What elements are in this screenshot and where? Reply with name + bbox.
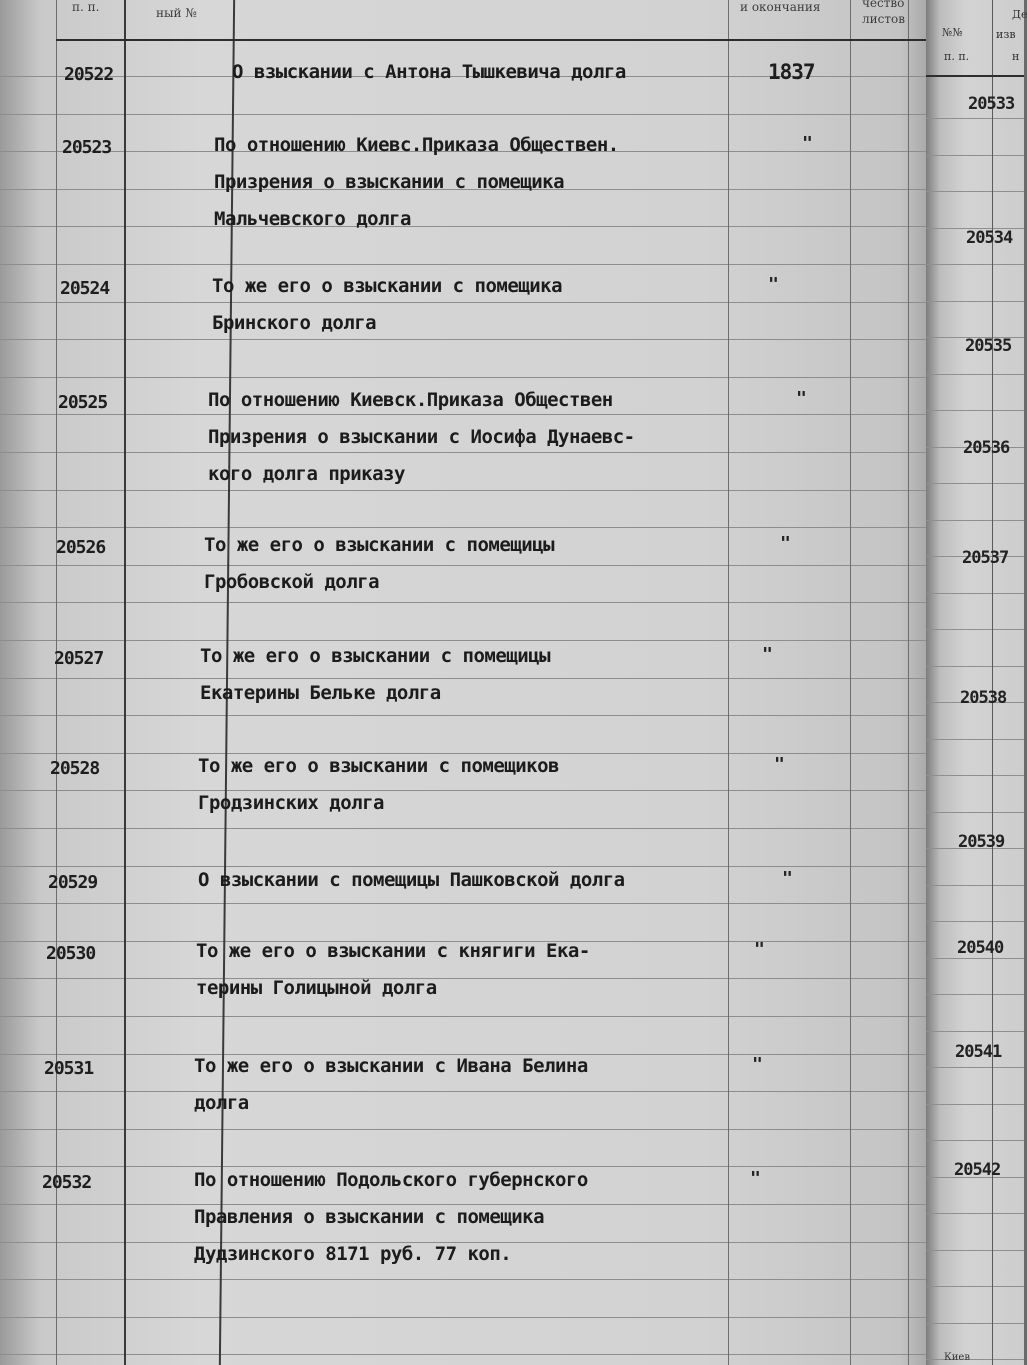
ditto-mark: "	[754, 939, 765, 960]
ruled-line	[0, 1279, 928, 1280]
ruled-line	[0, 1016, 928, 1017]
ruled-line	[0, 903, 928, 904]
entry-description-line: То же его о взыскании с помещика	[212, 275, 563, 297]
ruled-line	[0, 678, 928, 679]
entry-description-line: Гробовской долга	[204, 571, 380, 593]
ruled-line	[926, 301, 1024, 302]
right-entry-number: 20538	[960, 688, 1007, 708]
entry-description-line: кого долга приказу	[208, 463, 405, 485]
entry-description-line: То же его о взыскании с Ивана Белина	[194, 1055, 588, 1077]
right-header-num-2: п. п.	[944, 50, 970, 63]
ruled-line	[926, 520, 1024, 521]
ruled-line	[0, 828, 928, 829]
entry-description-line: По отношению Киевс.Приказа Обществен.	[214, 134, 619, 156]
ruled-line	[926, 593, 1024, 594]
ruled-line	[926, 410, 1024, 411]
entry-number: 20524	[60, 278, 110, 299]
entry-description-line: Мальчевского долга	[214, 208, 411, 230]
entry-number: 20528	[50, 758, 100, 779]
ruled-line	[926, 812, 1024, 813]
ruled-line	[926, 1323, 1024, 1324]
entry-description-line: По отношению Киевск.Приказа Обществен	[208, 389, 613, 411]
ruled-line	[926, 885, 1024, 886]
ruled-line	[926, 739, 1024, 740]
column-divider-dates	[728, 0, 729, 1365]
ruled-line	[926, 775, 1024, 776]
right-header-rule	[926, 75, 1024, 77]
ditto-mark: "	[780, 533, 791, 554]
ruled-line	[926, 994, 1024, 995]
right-entry-number: 20537	[962, 548, 1009, 568]
ruled-line	[0, 1317, 928, 1318]
ruled-line	[0, 1354, 928, 1355]
ruled-line	[926, 1104, 1024, 1105]
ditto-mark: "	[768, 274, 779, 295]
right-entry-number: 20542	[954, 1160, 1001, 1180]
right-page	[926, 0, 1027, 1365]
entry-description-line: Призрения о взыскании с Иосифа Дунаевс-	[208, 426, 635, 448]
column-divider-notes	[908, 0, 909, 1365]
ditto-mark: "	[802, 133, 813, 154]
column-divider-number	[124, 0, 126, 1365]
ruled-line	[926, 264, 1024, 265]
right-header-num-1: №№	[942, 26, 963, 39]
column-divider-sheets	[850, 0, 851, 1365]
right-header-desc-1: Де	[1012, 8, 1027, 21]
entry-description-line: Призрения о взыскании с помещика	[214, 171, 565, 193]
entry-description-line: Бринского долга	[212, 312, 377, 334]
entry-number: 20532	[42, 1172, 92, 1193]
ruled-line	[926, 155, 1024, 156]
ruled-line	[0, 264, 928, 265]
entry-number: 20525	[58, 392, 108, 413]
ruled-line	[926, 958, 1024, 959]
ruled-line	[926, 921, 1024, 922]
ruled-line	[0, 978, 928, 979]
entry-description-line: О взыскании с помещицы Пашковской долга	[198, 869, 625, 891]
ruled-line	[926, 1140, 1024, 1141]
entry-description-line: О взыскании с Антона Тышкевича долга	[232, 61, 626, 83]
ruled-line	[926, 629, 1024, 630]
entry-number: 20522	[64, 64, 114, 85]
right-entry-number: 20536	[963, 438, 1010, 458]
right-entry-number: 20541	[955, 1042, 1002, 1062]
ruled-line	[926, 1250, 1024, 1251]
ruled-line	[0, 1129, 928, 1130]
entry-description-line: То же его о взыскании с помещиков	[198, 755, 559, 777]
header-dates: и окончания	[740, 0, 821, 14]
right-entry-number: 20539	[958, 832, 1005, 852]
ruled-line	[926, 118, 1024, 119]
ruled-line	[926, 1067, 1024, 1068]
header-rule	[56, 39, 928, 41]
entry-number: 20529	[48, 872, 98, 893]
header-inventory: ный №	[156, 6, 197, 20]
entry-description-line: По отношению Подольского губернского	[194, 1169, 588, 1191]
entry-description-line: То же его о взыскании с княгиги Ека-	[196, 940, 590, 962]
header-sheets-2: листов	[862, 12, 905, 26]
entry-number: 20523	[62, 137, 112, 158]
entry-description-line: Екатерины Бельке долга	[200, 682, 441, 704]
right-entry-number: 20534	[966, 228, 1013, 248]
entry-number: 20527	[54, 648, 104, 669]
ruled-line	[926, 666, 1024, 667]
ruled-line	[0, 1091, 928, 1092]
ditto-mark: "	[796, 388, 807, 409]
ruled-line	[0, 602, 928, 603]
right-footer: Киев	[944, 1352, 970, 1363]
ruled-line	[926, 191, 1024, 192]
ruled-line	[0, 226, 928, 227]
ruled-line	[926, 1213, 1024, 1214]
entry-description-line: То же его о взыскании с помещицы	[204, 534, 555, 556]
right-entry-number: 20535	[965, 336, 1012, 356]
right-header-desc-3: н	[1012, 50, 1020, 63]
entry-description-line: То же его о взыскании с помещицы	[200, 645, 551, 667]
ruled-line	[0, 790, 928, 791]
ruled-line	[0, 715, 928, 716]
header-sheets-1: чество	[862, 0, 905, 10]
ditto-mark: "	[752, 1054, 763, 1075]
ditto-mark: "	[782, 868, 793, 889]
ruled-line	[926, 1286, 1024, 1287]
right-entry-number: 20533	[968, 94, 1015, 114]
ruled-line	[926, 374, 1024, 375]
ruled-line	[0, 490, 928, 491]
entry-number: 20530	[46, 943, 96, 964]
ditto-mark: "	[762, 644, 773, 665]
ruled-line	[926, 483, 1024, 484]
ditto-mark: "	[750, 1168, 761, 1189]
entry-description-line: терины Голицыной долга	[196, 977, 437, 999]
entry-year: 1837	[768, 60, 815, 84]
ruled-line	[0, 339, 928, 340]
ruled-line	[926, 1359, 1024, 1360]
ruled-line	[0, 377, 928, 378]
ruled-line	[0, 114, 928, 115]
entry-description-line: долга	[194, 1092, 249, 1114]
ditto-mark: "	[774, 754, 785, 775]
entry-number: 20526	[56, 537, 106, 558]
entry-description-line: Гродзинских долга	[198, 792, 384, 814]
ruled-line	[0, 565, 928, 566]
right-entry-number: 20540	[957, 938, 1004, 958]
entry-description-line: Дудзинского 8171 руб. 77 коп.	[194, 1243, 512, 1265]
column-divider-left	[56, 0, 57, 1365]
header-number: п. п.	[72, 0, 100, 14]
entry-number: 20531	[44, 1058, 94, 1079]
right-header-desc-2: изв	[996, 28, 1016, 41]
ruled-line	[926, 1031, 1024, 1032]
entry-description-line: Правления о взыскании с помещика	[194, 1206, 545, 1228]
